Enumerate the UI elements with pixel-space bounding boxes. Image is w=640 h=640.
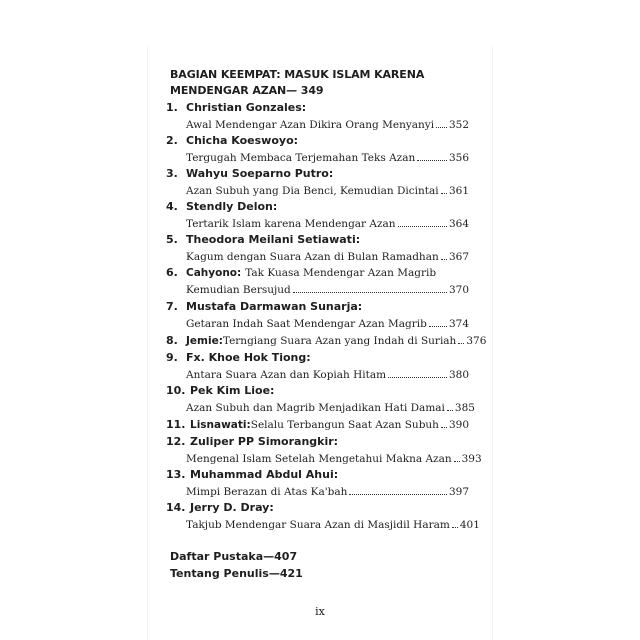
page-number: 361: [448, 185, 469, 197]
toc-entry-12[interactable]: [186, 451, 482, 465]
dot-leader: [417, 160, 447, 161]
entry-name: Zuliper PP Simorangkir:: [190, 435, 339, 448]
entry-number: 14.: [166, 501, 186, 514]
entry-description: Tertarik Islam karena Mendengar Azan: [186, 218, 396, 230]
toc-entry-10[interactable]: [186, 400, 475, 414]
entry-name: Wahyu Soeparno Putro:: [186, 167, 334, 180]
toc-entry-7[interactable]: [186, 316, 469, 330]
dot-leader: [441, 427, 447, 428]
entry-number: 12.: [166, 435, 186, 448]
entry-description: Azan Subuh yang Dia Benci, Kemudian Dicintai: [186, 185, 439, 197]
page-number: 393: [461, 453, 482, 465]
entry-description: Tak Kuasa Mendengar Azan Magrib: [245, 267, 437, 279]
entry-number: 10.: [166, 384, 186, 397]
toc-entry-11[interactable]: [190, 417, 469, 431]
entry-number: 9.: [166, 351, 178, 364]
entry-number: 13.: [166, 468, 186, 481]
dot-leader: [398, 226, 447, 227]
entry-description: Getaran Indah Saat Mendengar Azan Magrib: [186, 318, 427, 330]
entry-description: Kagum dengan Suara Azan di Bulan Ramadhan: [186, 251, 439, 263]
dot-leader: [452, 527, 458, 528]
page-number: 367: [448, 251, 469, 263]
entry-description-continued: Kemudian Bersujud: [186, 284, 291, 296]
entry-name: Chicha Koeswoyo:: [186, 134, 299, 147]
entry-name: Christian Gonzales:: [186, 101, 307, 114]
entry-number: 3.: [166, 167, 178, 180]
toc-entry-6-line-1[interactable]: [186, 265, 469, 279]
entry-description: Terngiang Suara Azan yang Indah di Suriah: [222, 335, 457, 347]
toc-entry-8[interactable]: [186, 333, 487, 347]
dot-leader: [447, 410, 453, 411]
entry-description: Awal Mendengar Azan Dikira Orang Menyanyi: [186, 119, 435, 131]
toc-entry-13[interactable]: [186, 484, 469, 498]
entry-number: 6.: [166, 266, 178, 279]
entry-name: Lisnawati:: [190, 419, 251, 431]
dot-leader: [429, 326, 447, 327]
entry-name: Stendly Delon:: [186, 200, 278, 213]
entry-name: Fx. Khoe Hok Tiong:: [186, 351, 311, 364]
dot-leader: [349, 494, 447, 495]
toc-entry-2[interactable]: [186, 150, 469, 164]
dot-leader: [436, 127, 447, 128]
section-heading-line-2: MENDENGAR AZAN— 349: [170, 84, 324, 97]
dot-leader: [388, 377, 447, 378]
entry-number: 11.: [166, 418, 186, 431]
entry-name: Jemie:: [186, 335, 223, 347]
entry-description: Azan Subuh dan Magrib Menjadikan Hati Damai: [186, 402, 445, 414]
toc-entry-1[interactable]: [186, 117, 469, 131]
page-number: 376: [466, 335, 487, 347]
page-number: 397: [448, 486, 469, 498]
entry-number: 2.: [166, 134, 178, 147]
page-number: 390: [448, 419, 469, 431]
entry-name: Mustafa Darmawan Sunarja:: [186, 300, 363, 313]
page-number: 380: [448, 369, 469, 381]
page-number: 364: [448, 218, 469, 230]
toc-entry-4[interactable]: [186, 216, 469, 230]
dot-leader: [441, 193, 447, 194]
section-heading-line-1: BAGIAN KEEMPAT: MASUK ISLAM KARENA: [170, 68, 425, 81]
toc-entry-9[interactable]: [186, 367, 469, 381]
toc-entry-3[interactable]: [186, 183, 469, 197]
entry-description: Tergugah Membaca Terjemahan Teks Azan: [186, 152, 416, 164]
toc-entry-14[interactable]: [186, 517, 480, 531]
toc-bibliography[interactable]: Daftar Pustaka—407: [170, 550, 298, 563]
toc-entry-5[interactable]: [186, 249, 469, 263]
entry-name: Jerry D. Dray:: [190, 501, 274, 514]
page-number: 401: [459, 519, 480, 531]
entry-name: Pek Kim Lioe:: [190, 384, 275, 397]
entry-name: Theodora Meilani Setiawati:: [186, 233, 361, 246]
dot-leader: [293, 292, 447, 293]
entry-number: 8.: [166, 334, 178, 347]
entry-description: Selalu Terbangun Saat Azan Subuh: [250, 419, 439, 431]
dot-leader: [441, 259, 447, 260]
entry-description: Takjub Mendengar Suara Azan di Masjidil Haram: [186, 519, 450, 531]
page-number: 374: [448, 318, 469, 330]
page-folio: ix: [315, 605, 325, 618]
entry-number: 7.: [166, 300, 178, 313]
page-number: 370: [448, 284, 469, 296]
entry-description: Mengenal Islam Setelah Mengetahui Makna Azan: [186, 453, 452, 465]
toc-about-author[interactable]: Tentang Penulis—421: [170, 567, 303, 580]
page-number: 385: [454, 402, 475, 414]
page-number: 356: [448, 152, 469, 164]
entry-description: Mimpi Berazan di Atas Ka'bah: [186, 486, 348, 498]
entry-number: 1.: [166, 101, 178, 114]
entry-number: 5.: [166, 233, 178, 246]
entry-name: Muhammad Abdul Ahui:: [190, 468, 339, 481]
toc-entry-6-line-2[interactable]: [186, 282, 469, 296]
entry-name: Cahyono:: [186, 267, 242, 279]
entry-number: 4.: [166, 200, 178, 213]
dot-leader: [458, 343, 464, 344]
entry-description: Antara Suara Azan dan Kopiah Hitam: [186, 369, 387, 381]
dot-leader: [454, 461, 460, 462]
page-number: 352: [448, 119, 469, 131]
